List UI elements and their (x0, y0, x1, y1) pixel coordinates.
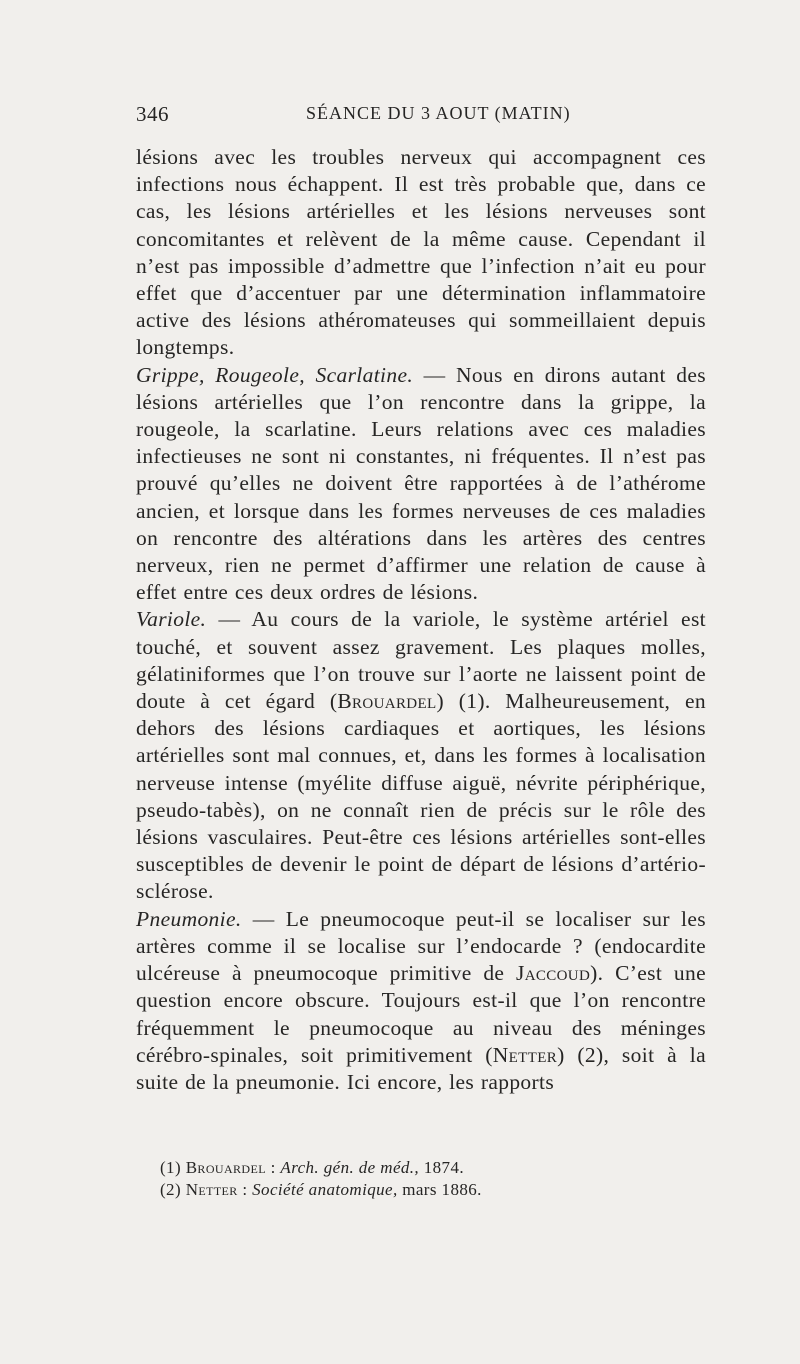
paragraph-text: ) (2), soit à la suite de la pneumonie. Ici encore, les rapports (136, 1042, 706, 1094)
author-name: Jaccoud (516, 961, 591, 986)
running-head: SÉANCE DU 3 AOUT (MATIN) (306, 103, 571, 123)
body-text (136, 144, 706, 1096)
footnote-1 (160, 1157, 700, 1179)
section-heading-pneumonie: Pneumonie. (136, 906, 242, 931)
paragraph-text: lésions avec les troubles nerveux qui accompagnent ces infections nous échappent. Il est très probable que, dans ce cas, les lésions artérielles et les lésions nerveuses sont concomitantes et relèvent de la même cause. Cependant il n’est pas impossible d’admettre que l’infection n’ait eu pour effet que d’accentuer par une détermination inflammatoire active des lésions athéromateuses qui sommeillaient depuis longtemps. (136, 145, 706, 360)
section-heading-variole: Variole. (136, 607, 207, 632)
paragraph-text: — Le pneumocoque peut-il se localiser sur les artères comme il se localise sur l’endocarde ? (endocardite ulcéreuse à pneumocoque primitive de (136, 906, 706, 986)
paragraph-text: ) (1). Malheureusement, en dehors des lésions cardiaques et aortiques, les lésions artérielles sont mal connues, et, dans les formes à localisation nerveuse intense (myélite diffuse aiguë, névrite périphérique, pseudo-tabès), on ne connaît rien de précis sur le rôle des lésions vasculaires. Peut-être ces lésions artérielles sont-elles susceptibles de devenir le point de départ de lésions d’artério-sclérose. (136, 689, 706, 904)
footnote-author: Netter (185, 1180, 238, 1199)
paragraph-variole (136, 606, 706, 905)
footnote-separator: : (237, 1180, 253, 1199)
footnote-separator: : (265, 1158, 281, 1177)
footnote-2 (160, 1179, 700, 1201)
footnote-rest: mars 1886. (397, 1180, 482, 1199)
footnotes (160, 1157, 700, 1201)
paragraph-text: — Au cours de la variole, le système artériel est touché, et souvent assez gravement. Les plaques molles, gélatiniformes que l’on trouve sur l’aorte ne laissent point de doute à cet égard ( (136, 607, 706, 714)
paragraph-intro (136, 144, 706, 362)
page-header (136, 102, 706, 128)
author-name: Brouardel (337, 689, 437, 714)
page-number: 346 (136, 102, 169, 126)
paragraph-text: — Nous en dirons autant des lésions artérielles que l’on rencontre dans la grippe, la rougeole, la scarlatine. Leurs relations avec ces maladies infectieuses ne sont ni constantes, ni fréquentes. Il n’est pas prouvé qu’elles ne doivent être rapportées à de l’athérome ancien, et lorsque dans les formes nerveuses de ces maladies on rencontre des altérations dans les artères des centres nerveux, rien ne permet d’affirmer une relation de cause à effet entre ces deux ordres de lésions. (136, 362, 706, 605)
author-name: Netter (492, 1042, 558, 1067)
footnote-marker: (1) (160, 1158, 182, 1177)
section-heading-grippe: Grippe, Rougeole, Scarlatine. (136, 362, 414, 387)
paragraph-pneumonie (136, 906, 706, 1096)
footnote-title: Société anatomique, (252, 1180, 398, 1199)
paragraph-text: ). C’est une question encore obscure. Toujours est-il que l’on rencontre fréquemment le pneumocoque au niveau des méninges cérébro-spinales, soit primitivement ( (136, 961, 706, 1067)
footnote-rest: 1874. (419, 1158, 464, 1177)
footnote-marker: (2) (160, 1180, 182, 1199)
footnote-title: Arch. gén. de méd., (280, 1158, 420, 1177)
paragraph-grippe (136, 362, 706, 607)
footnote-author: Brouardel (185, 1158, 266, 1177)
